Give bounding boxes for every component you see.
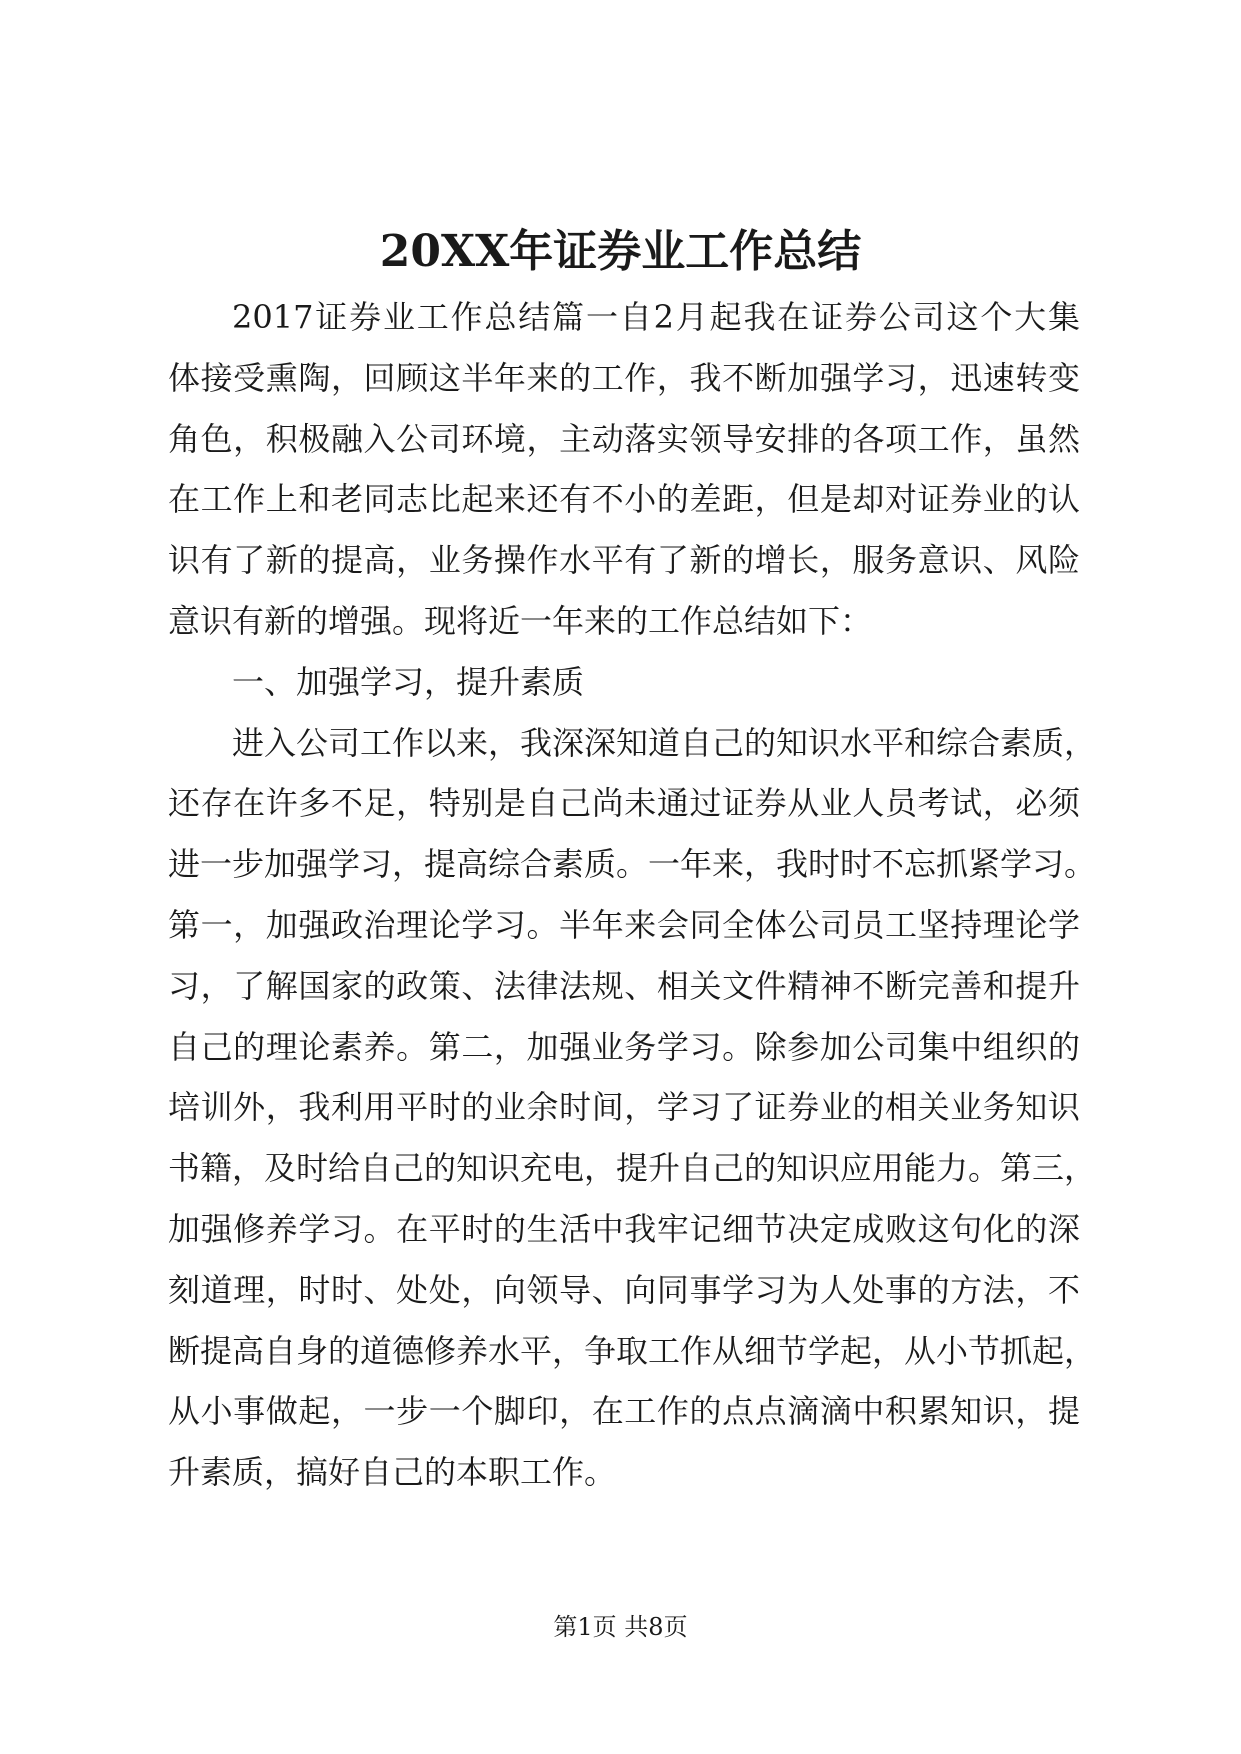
body-line: 刻道理，时时、处处，向领导、向同事学习为人处事的方法，不 [168,1270,1080,1309]
body-line: 书籍，及时给自己的知识充电，提升自己的知识应用能力。第三， [168,1149,1097,1188]
body-line: 从小事做起，一步一个脚印，在工作的点点滴滴中积累知识，提 [168,1392,1080,1431]
body-line: 断提高自身的道德修养水平，争取工作从细节学起，从小节抓起， [168,1331,1097,1370]
body-line: 自己的理论素养。第二，加强业务学习。除参加公司集中组织的 [168,1027,1080,1066]
body-line: 角色，积极融入公司环境，主动落实领导安排的各项工作，虽然 [168,419,1080,458]
body-line: 第一，加强政治理论学习。半年来会同全体公司员工坚持理论学 [168,905,1080,944]
body-line: 进一步加强学习，提高综合素质。一年来，我时时不忘抓紧学习。 [168,845,1097,884]
body-line: 意识有新的增强。现将近一年来的工作总结如下： [168,601,873,640]
body-line: 一、加强学习，提升素质 [232,662,585,701]
body-line: 加强修养学习。在平时的生活中我牢记细节决定成败这句化的深 [168,1209,1080,1248]
body-line: 识有了新的提高，业务操作水平有了新的增长，服务意识、风险 [168,541,1080,580]
body-line: 升素质，搞好自己的本职工作。 [168,1453,617,1492]
document-title: 20XX年证券业工作总结 [379,226,862,277]
body-line: 还存在许多不足，特别是自己尚未通过证券从业人员考试，必须 [168,784,1080,823]
body-line: 体接受熏陶，回顾这半年来的工作，我不断加强学习，迅速转变 [168,358,1080,397]
body-line: 习，了解国家的政策、法律法规、相关文件精神不断完善和提升 [168,966,1080,1005]
document-body [168,287,1097,1503]
body-line: 在工作上和老同志比起来还有不小的差距，但是却对证券业的认 [168,480,1080,519]
body-line: 2017证券业工作总结篇一自2月起我在证券公司这个大集 [232,298,1080,336]
body-line: 培训外，我利用平时的业余时间，学习了证券业的相关业务知识 [168,1088,1080,1127]
page-number: 第1页 共8页 [553,1613,688,1641]
body-line: 进入公司工作以来，我深深知道自己的知识水平和综合素质， [232,723,1097,762]
